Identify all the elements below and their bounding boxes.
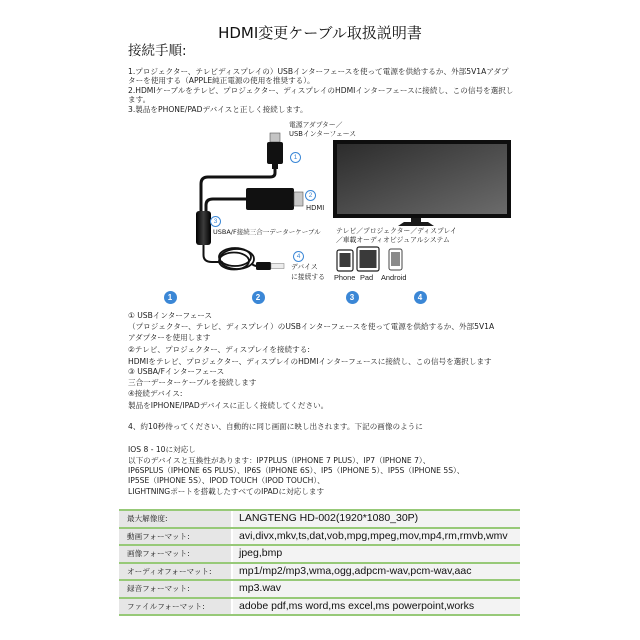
spec-label: 画像フォーマット: [119,546,231,562]
specs-row [119,509,520,527]
legend-line: ① USBインターフェース [128,311,213,320]
usbaf-junction-illustration [196,211,211,245]
adapter-body [267,142,283,164]
device-connect-label: デバイス [291,263,318,271]
legend-marker-3: 3 [346,291,359,304]
tv-illustration [333,140,511,226]
hdmi-plug-body [246,188,294,210]
step-line: ターを使用する（APPLE純正電源の使用を推奨する）。 [128,76,315,85]
cable-label: USBA/F接続三合一データーケーブル [213,228,321,236]
device-label-phone: Phone [334,273,356,282]
lightning-connector-illustration [256,262,284,270]
cable-coil-loop [219,253,249,270]
spec-label: 録音フォーマット: [119,581,231,597]
legend-line: 三合一データーケーブルを接続します [128,378,257,387]
compatibility-line: LIGHTNINGポートを搭載したすべてのIPADに対応します [128,487,325,496]
device-connect-label: に接続する [291,273,325,281]
spec-value: adobe pdf,ms word,ms excel,ms powerpoint,works [233,599,520,615]
spec-label: 動画フォーマット: [119,529,231,545]
legend-marker-2: 2 [252,291,265,304]
compatibility-line: IP6SPLUS（IPHONE 6S PLUS）、IP6S（IPHONE 6S）、IP5（IPHONE 5）、IP5S（IPHONE 5S）、 [128,466,465,475]
page-title: HDMI変更ケーブル取扱説明書 [218,24,422,42]
legend-marker-4: 4 [414,291,427,304]
compatibility-line: 以下のデバイスと互換性があります：IP7PLUS（IPHONE 7 PLUS）、IP7（IPHONE 7）、 [128,456,431,465]
device-label-android: Android [381,273,407,282]
usb-plug-tip [270,133,280,142]
legend-line: （プロジェクター、テレビ、ディスプレイ）のUSBインターフェースを使って電源を供給するか、外部5V1A [128,322,495,331]
specs-table [119,509,520,616]
diagram-marker-3: 3 [210,216,221,227]
legend-line: ④接続デバイス: [128,389,183,398]
android-icon-screen [391,252,400,266]
compatibility-line: IP5SE（IPHONE 5S）、IPOD TOUCH（IPOD TOUCH）、 [128,476,325,485]
step-line: 1.プロジェクター、テレビディスプレイの）USBインターフェースを使って電源を供給するか、外部5V1Aアダプ [128,67,509,76]
diagram-marker-2: 2 [305,190,316,201]
power-adapter-illustration [267,133,283,169]
power-adapter-label: 電源アダプター／ [289,121,343,129]
hdmi-plug-tip [294,192,303,206]
hdmi-label: HDMI [306,204,325,212]
tablet-icon [357,247,379,271]
device-label-pad: Pad [360,273,374,282]
legend-line: ②テレビ、プロジェクター、ディスプレイを接続する: [128,345,310,354]
specs-row [119,544,520,562]
legend-line: アダプターを使用します [128,333,211,342]
tv-screen [337,144,507,214]
hdmi-plug-illustration [246,188,303,210]
steps-heading: 接続手順: [128,43,187,59]
phone-icon-screen [340,253,351,267]
spec-value: mp3.wav [233,581,520,597]
step4-text: 4、約10秒待ってください、自動的に同じ画面に映し出されます。下記の画像のように [128,422,423,431]
spec-value: jpeg,bmp [233,546,520,562]
lightning-tip [271,264,284,269]
step-line: ます。 [128,95,151,104]
step-line: 3.製品をPHONE/PADデバイスと正しく接続します。 [128,105,308,114]
step-line: 2.HDMIケーブルをテレビ、プロジェクター、ディスプレイのHDMIインターフェースに接続し、この信号を選択し [128,86,514,95]
hdmi-cable [206,199,246,212]
specs-row [119,597,520,617]
spec-value: mp1/mp2/mp3,wma,ogg,adpcm-wav,pcm-wav,aac [233,564,520,580]
legend-line: 製品をIPHONE/IPADデバイスに正しく接続してください。 [128,401,329,410]
power-adapter-label: USBインターフェース [289,130,357,138]
specs-row [119,562,520,580]
specs-row [119,527,520,545]
tablet-icon-screen [360,250,377,268]
android-phone-icon [389,249,402,270]
spec-label: ファイルフォーマット: [119,599,231,615]
legend-marker-1: 1 [164,291,177,304]
spec-label: オーディオフォーマット: [119,564,231,580]
tv-stand-neck [411,218,421,222]
diagram-marker-1: 1 [290,152,301,163]
specs-row [119,579,520,597]
display-label: ／車載オーディオビジュアルシステム [336,236,450,244]
spec-value: avi,divx,mkv,ts,dat,vob,mpg,mpeg,mov,mp4,rm,rmvb,wmv [233,529,520,545]
compatibility-line: IOS 8 - 10に対応し [128,445,196,454]
lightning-body [256,262,271,270]
phone-icon [337,250,353,271]
tv-stand-base [398,222,434,226]
spec-label: 最大解像度: [119,511,231,527]
spec-value: LANGTENG HD-002(1920*1080_30P) [233,511,520,527]
legend-line: ③ USBA/Fインターフェース [128,367,225,376]
legend-line: HDMIをテレビ、プロジェクター、ディスプレイのHDMIインターフェースに接続し、この信号を選択します [128,357,492,366]
diagram-marker-4: 4 [293,251,304,262]
display-label: テレビ／プロジェクター／ディスプレイ [336,227,457,235]
